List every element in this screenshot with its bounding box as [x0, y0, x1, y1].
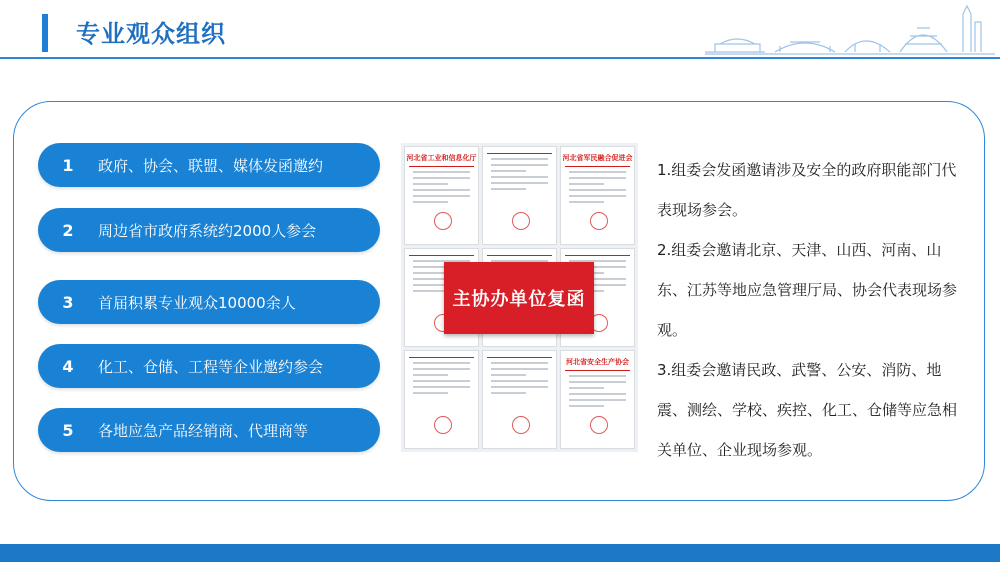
reply-letter — [560, 350, 635, 449]
letterhead-rule — [565, 370, 630, 371]
text-line — [413, 183, 448, 185]
text-line — [569, 183, 604, 185]
letterhead-rule — [487, 255, 552, 256]
item-text: 化工、仓储、工程等企业邀约参会 — [98, 357, 324, 376]
item-number: 2 — [62, 220, 74, 240]
item-number: 1 — [62, 155, 74, 175]
overlay-label: 主协办单位复函 — [444, 262, 594, 334]
text-line — [569, 177, 626, 179]
text-line — [413, 171, 470, 173]
letterhead-title: 河北省军民融合促进会 — [562, 153, 633, 162]
item-text: 政府、协会、联盟、媒体发函邀约 — [98, 156, 324, 175]
text-line — [491, 380, 548, 382]
letterhead-rule — [487, 357, 552, 358]
text-line — [413, 195, 470, 197]
list-item — [38, 408, 380, 452]
text-line — [569, 399, 626, 401]
list-item — [38, 208, 380, 252]
seal-icon — [512, 416, 530, 434]
letterhead-title: 河北省工业和信息化厅 — [406, 153, 477, 162]
list-item — [38, 280, 380, 324]
letterhead-rule — [565, 166, 630, 167]
text-line — [569, 375, 626, 377]
item-number: 5 — [62, 420, 74, 440]
description-text — [657, 150, 962, 470]
letterhead-rule — [409, 166, 474, 167]
seal-icon — [434, 212, 452, 230]
text-line — [569, 381, 626, 383]
text-line — [413, 201, 448, 203]
text-line — [569, 405, 604, 407]
text-line — [413, 290, 448, 292]
header-divider — [0, 57, 1000, 59]
list-item — [38, 344, 380, 388]
text-line — [413, 386, 470, 388]
text-line — [491, 182, 548, 184]
item-number: 4 — [62, 356, 74, 376]
seal-icon — [590, 212, 608, 230]
letterhead-title: 河北省安全生产协会 — [566, 357, 629, 366]
letterhead-rule — [409, 357, 474, 358]
item-text: 各地应急产品经销商、代理商等 — [98, 421, 309, 440]
text-line — [569, 201, 604, 203]
text-line — [569, 189, 626, 191]
text-line — [491, 368, 548, 370]
text-line — [413, 272, 448, 274]
text-line — [491, 392, 526, 394]
text-line — [413, 189, 470, 191]
text-line — [569, 195, 626, 197]
seal-icon — [590, 416, 608, 434]
reply-letter — [482, 146, 557, 245]
text-line — [413, 392, 448, 394]
text-line — [491, 362, 548, 364]
description-paragraph: 3.组委会邀请民政、武警、公安、消防、地震、测绘、学校、疾控、化工、仓储等应急相关单位、企业现场参观。 — [657, 361, 958, 459]
seal-icon — [434, 416, 452, 434]
text-line — [413, 368, 470, 370]
text-line — [569, 171, 626, 173]
page-title: 专业观众组织 — [76, 20, 226, 48]
letterhead-rule — [565, 255, 630, 256]
text-line — [491, 170, 526, 172]
reply-letter — [404, 146, 479, 245]
list-item — [38, 143, 380, 187]
letterhead-rule — [487, 153, 552, 154]
title-accent-bar — [42, 14, 48, 52]
city-skyline-icon — [705, 4, 995, 58]
text-line — [413, 380, 470, 382]
text-line — [569, 393, 626, 395]
text-line — [491, 374, 526, 376]
text-line — [491, 188, 526, 190]
reply-letter — [482, 350, 557, 449]
description-paragraph: 2.组委会邀请北京、天津、山西、河南、山东、江苏等地应急管理厅局、协会代表现场参观。 — [657, 241, 958, 339]
seal-icon — [512, 212, 530, 230]
item-text: 周边省市政府系统约2000人参会 — [98, 221, 317, 240]
description-paragraph: 1.组委会发函邀请涉及安全的政府职能部门代表现场参会。 — [657, 161, 957, 219]
text-line — [413, 177, 470, 179]
text-line — [413, 362, 470, 364]
letterhead-rule — [409, 255, 474, 256]
item-number: 3 — [62, 292, 74, 312]
text-line — [491, 158, 548, 160]
item-text: 首届积累专业观众10000余人 — [98, 293, 296, 312]
reply-letter — [560, 146, 635, 245]
text-line — [491, 176, 548, 178]
footer-bar — [0, 544, 1000, 562]
text-line — [491, 164, 548, 166]
text-line — [413, 374, 448, 376]
text-line — [491, 386, 548, 388]
reply-letter — [404, 350, 479, 449]
text-line — [569, 387, 604, 389]
